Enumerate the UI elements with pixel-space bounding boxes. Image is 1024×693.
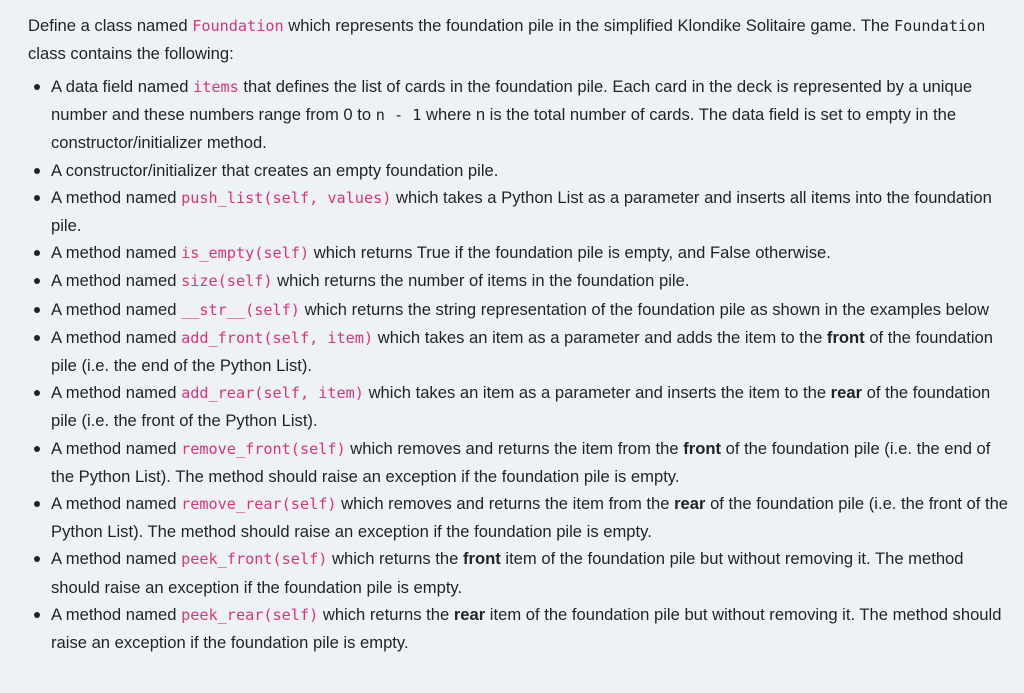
text-span: A method named	[51, 327, 182, 347]
text-span: which returns the	[327, 549, 463, 569]
requirements-list	[28, 73, 1010, 656]
inline-code: __str__(self)	[181, 300, 300, 319]
class-name-code: Foundation	[893, 17, 986, 35]
text-span: where n is the total number of cards. The data field is set to empty in the constructor/initializer method.	[51, 105, 957, 153]
inline-code: n - 1	[375, 106, 422, 125]
list-item	[28, 379, 1010, 434]
list-item	[28, 73, 1010, 157]
inline-code: remove_front(self)	[181, 439, 346, 458]
list-item	[28, 157, 1010, 184]
bold-term: rear	[830, 383, 863, 403]
text-span: of the foundation pile (i.e. the front of the Python List).	[51, 383, 991, 431]
bold-term: front	[683, 438, 722, 458]
class-name-code: Foundation	[192, 17, 284, 35]
inline-code: items	[193, 78, 239, 96]
text-span: A method named	[51, 604, 182, 624]
text-span: A method named	[51, 549, 182, 569]
text-span: which returns the string representation of the foundation pile as shown in the examples below	[299, 299, 989, 319]
intro-text: class contains the following:	[28, 44, 234, 63]
text-span: which takes an item as a parameter and adds the item to the	[373, 327, 827, 347]
bold-term: front	[462, 549, 501, 569]
text-span: A method named	[51, 299, 182, 319]
list-item	[28, 601, 1010, 656]
list-item	[28, 296, 1010, 324]
list-item	[28, 239, 1010, 267]
inline-code: peek_front(self)	[181, 550, 328, 569]
text-span: that defines the list of cards in the foundation pile. Each card in the deck is represented by a unique number and these numbers range from 0 to	[51, 77, 973, 125]
bold-term: rear	[453, 604, 486, 624]
intro-text: Define a class named	[28, 16, 193, 35]
text-span: A method named	[51, 187, 182, 207]
intro-paragraph	[28, 12, 1010, 67]
text-span: A data field named	[51, 77, 194, 96]
inline-code: push_list(self, values)	[181, 188, 392, 207]
list-item	[28, 545, 1010, 600]
text-span: A method named	[51, 243, 182, 263]
list-item	[28, 184, 1010, 239]
text-span: A method named	[51, 383, 182, 403]
bold-term: front	[826, 327, 865, 347]
bold-term: rear	[674, 494, 706, 514]
text-span: item of the foundation pile but without removing it. The method should raise an exception if the foundation pile is empty.	[51, 549, 964, 597]
text-span: of the foundation pile (i.e. the end of the Python List).	[51, 327, 993, 376]
text-span: which takes a Python List as a parameter and inserts all items into the foundation pile.	[51, 187, 992, 236]
text-span: which returns the number of items in the foundation pile.	[272, 271, 690, 291]
intro-text: which represents the foundation pile in the simplified Klondike Solitaire game. The	[283, 16, 894, 35]
text-span: A constructor/initializer that creates an empty foundation pile.	[51, 160, 499, 180]
text-span: of the foundation pile (i.e. the end of the Python List). The method should raise an exception if the foundation pile is empty.	[51, 438, 991, 486]
inline-code: add_rear(self, item)	[181, 384, 364, 403]
list-item	[28, 435, 1010, 490]
inline-code: peek_rear(self)	[181, 605, 319, 624]
inline-code: remove_rear(self)	[181, 495, 337, 514]
text-span: A method named	[51, 271, 182, 291]
text-span: which returns the	[318, 604, 454, 624]
list-item	[28, 267, 1010, 295]
inline-code: size(self)	[181, 272, 273, 291]
text-span: which takes an item as a parameter and inserts the item to the	[363, 383, 831, 403]
inline-code: is_empty(self)	[181, 244, 310, 263]
inline-code: add_front(self, item)	[181, 328, 374, 347]
text-span: which removes and returns the item from the	[345, 438, 684, 458]
list-item	[28, 490, 1010, 545]
text-span: A method named	[51, 438, 182, 458]
list-item	[28, 324, 1010, 379]
text-span: item of the foundation pile but without removing it. The method should raise an exception if the foundation pile is empty.	[51, 604, 1002, 653]
text-span: which removes and returns the item from the	[336, 494, 675, 514]
text-span: A method named	[51, 494, 182, 514]
text-span: of the foundation pile (i.e. the front of the Python List). The method should raise an exception if the foundation pile is empty.	[51, 494, 1009, 542]
text-span: which returns True if the foundation pile is empty, and False otherwise.	[309, 243, 831, 263]
